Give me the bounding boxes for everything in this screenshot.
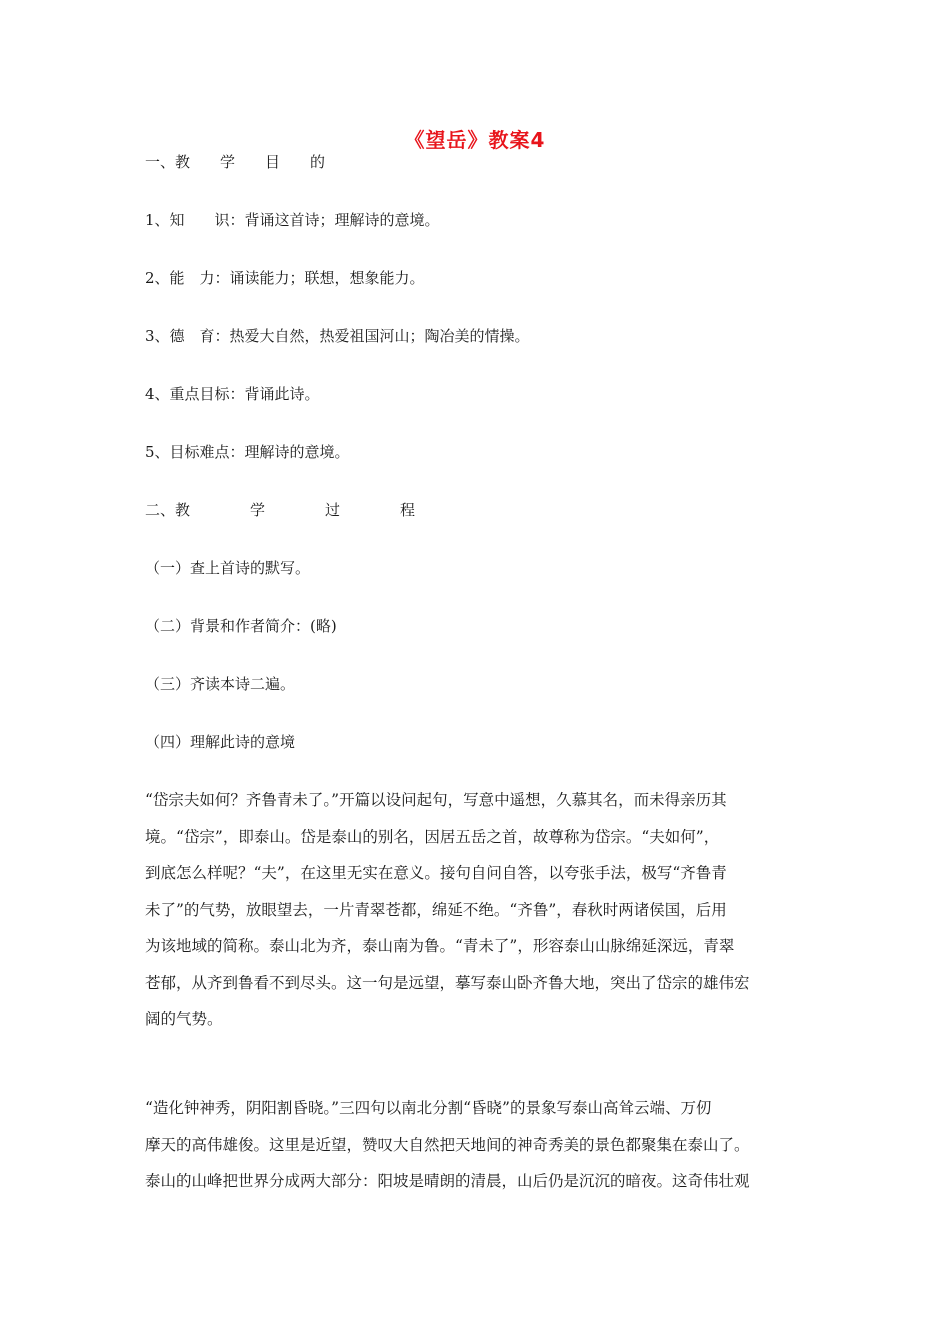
paragraph-line: “造化钟神秀，阴阳割昏晓。”三四句以南北分割“昏晓”的景象写泰山高耸云端、万仞 bbox=[145, 1099, 712, 1117]
section-heading-objectives: 一、教 学 目 的 bbox=[145, 153, 326, 171]
process-step-2: （二）背景和作者简介：(略) bbox=[145, 617, 337, 635]
section-heading-process: 二、教 学 过 程 bbox=[145, 501, 416, 519]
paragraph-line: 泰山的山峰把世界分成两大部分：阳坡是晴朗的清晨，山后仍是沉沉的暗夜。这奇伟壮观 bbox=[145, 1172, 750, 1190]
paragraph-line: 摩天的高伟雄俊。这里是近望，赞叹大自然把天地间的神奇秀美的景色都聚集在泰山了。 bbox=[145, 1135, 750, 1154]
objective-item-moral: 3、德 育：热爱大自然，热爱祖国河山；陶冶美的情操。 bbox=[145, 327, 530, 345]
process-step-1: （一）查上首诗的默写。 bbox=[145, 559, 311, 577]
paragraph-line: 苍郁，从齐到鲁看不到尽头。这一句是远望，摹写泰山卧齐鲁大地，突出了岱宗的雄伟宏 bbox=[145, 973, 750, 992]
paragraph-line: “岱宗夫如何？齐鲁青未了。”开篇以设问起句，写意中遥想，久慕其名，而未得亲历其 bbox=[145, 791, 727, 809]
paragraph-line: 未了”的气势，放眼望去，一片青翠苍都，绵延不绝。“齐鲁”，春秋时两诸侯国，后用 bbox=[145, 900, 727, 919]
objective-item-ability: 2、能 力：诵读能力；联想，想象能力。 bbox=[145, 269, 425, 287]
paragraph-line: 阔的气势。 bbox=[145, 1010, 223, 1028]
paragraph-line: 境。“岱宗”，即泰山。岱是泰山的别名，因居五岳之首，故尊称为岱宗。“夫如何”， bbox=[145, 827, 720, 846]
paragraph-analysis-1 bbox=[145, 782, 800, 1038]
page-title: 《望岳》教案4 bbox=[404, 128, 546, 152]
objective-item-knowledge: 1、知 识：背诵这首诗；理解诗的意境。 bbox=[145, 211, 440, 229]
paragraph-line: 到底怎么样呢？“夫”，在这里无实在意义。接句自问自答，以夸张手法，极写“齐鲁青 bbox=[145, 864, 727, 882]
objective-item-key-goal: 4、重点目标：背诵此诗。 bbox=[145, 385, 320, 403]
process-step-3: （三）齐读本诗二遍。 bbox=[145, 675, 296, 693]
process-step-4: （四）理解此诗的意境 bbox=[145, 733, 296, 751]
paragraph-analysis-2 bbox=[145, 1090, 800, 1200]
paragraph-line: 为该地域的简称。泰山北为齐，泰山南为鲁。“青未了”，形容泰山山脉绵延深远，青翠 bbox=[145, 937, 735, 955]
objective-item-difficulty: 5、目标难点：理解诗的意境。 bbox=[145, 443, 350, 461]
